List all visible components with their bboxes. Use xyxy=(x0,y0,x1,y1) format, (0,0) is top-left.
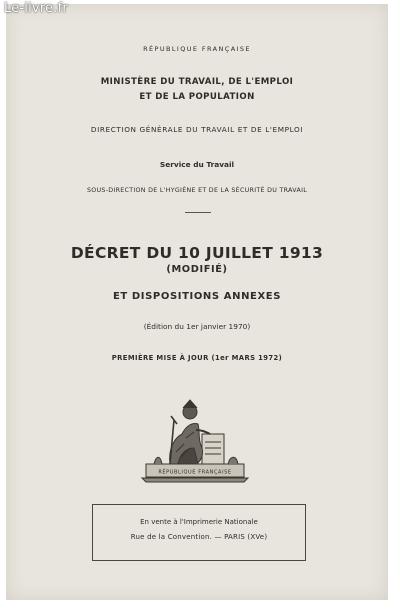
sales-notice xyxy=(92,504,306,561)
watermark: Le-livre.fr xyxy=(4,1,68,16)
edition-note: (Édition du 1er janvier 1970) xyxy=(143,322,251,331)
service-heading: Service du Travail xyxy=(159,160,235,169)
modified-note: (MODIFIÉ) xyxy=(166,264,228,275)
document-title: DÉCRET DU 10 JUILLET 1913 xyxy=(70,244,324,262)
republic-seal-icon xyxy=(140,390,250,484)
ministry-line-2: ET DE LA POPULATION xyxy=(139,92,255,102)
subdirection-heading: SOUS-DIRECTION DE L'HYGIÈNE ET DE LA SÉCURITÉ DU TRAVAIL xyxy=(86,187,308,194)
ministry-heading xyxy=(6,75,388,105)
republic-header: RÉPUBLIQUE FRANÇAISE xyxy=(143,45,251,53)
update-note: PREMIÈRE MISE À JOUR (1er MARS 1972) xyxy=(111,354,283,362)
divider-rule xyxy=(185,212,211,213)
dispositions-heading: ET DISPOSITIONS ANNEXES xyxy=(112,291,282,302)
sales-line-1: En vente à l'Imprimerie Nationale xyxy=(140,518,258,526)
sales-line-2: Rue de la Convention. — PARIS (XVe) xyxy=(130,533,268,541)
direction-heading: DIRECTION GÉNÉRALE DU TRAVAIL ET DE L'EMPLOI xyxy=(90,125,304,134)
ministry-line-1: MINISTÈRE DU TRAVAIL, DE L'EMPLOI xyxy=(100,77,294,87)
seal-motto: RÉPUBLIQUE FRANÇAISE xyxy=(158,469,232,476)
